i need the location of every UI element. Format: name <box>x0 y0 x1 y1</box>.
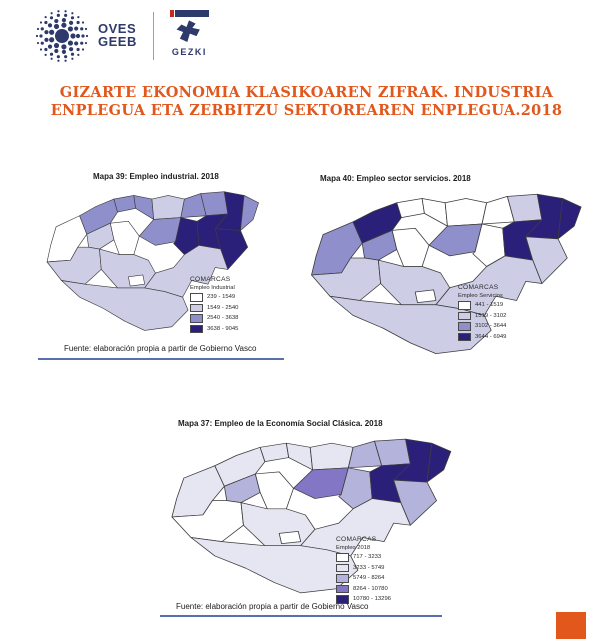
region-plentzia-mungia <box>114 195 136 212</box>
legend-swatch <box>336 585 349 594</box>
region-plentzia-mungia <box>260 443 289 461</box>
legend-swatch <box>336 574 349 583</box>
region-markina-ondarroa <box>445 199 486 227</box>
legend-label: 239 - 1549 <box>207 294 236 301</box>
legend-swatch <box>190 293 203 302</box>
legend-label: 441 - 1519 <box>475 302 504 309</box>
region-llanada-alavesa <box>99 249 155 288</box>
map-block-40 <box>298 170 590 365</box>
oves-geeb-wordmark <box>98 22 137 48</box>
page-title-line2: ENPLEGUA ETA ZERBITZU SEKTOREAREN ENPLEGUA.2018 <box>50 102 563 119</box>
legend-item <box>336 553 391 562</box>
legend-label: 1519 - 3102 <box>475 312 507 319</box>
region-trevino <box>279 531 300 543</box>
legend-item <box>190 314 238 323</box>
legend-items <box>190 293 238 333</box>
legend-label: 3233 - 5749 <box>353 564 385 571</box>
logo-divider <box>153 12 154 60</box>
map37-divider-rule <box>160 615 442 617</box>
legend-label: 2540 - 3638 <box>207 315 239 322</box>
legend-item <box>336 564 391 573</box>
legend-swatch <box>190 314 203 323</box>
gezki-tree-icon <box>174 18 204 46</box>
gezki-logo <box>170 10 209 57</box>
legend-swatch <box>458 312 471 321</box>
legend-item <box>458 301 506 310</box>
region-gernika-bermeo <box>286 443 312 470</box>
region-arratia-nervion <box>255 472 293 509</box>
legend-item <box>190 304 238 313</box>
legend-item <box>458 312 506 321</box>
legend-item <box>190 293 238 302</box>
gezki-banner-bar <box>175 10 209 17</box>
legend-item <box>336 585 391 594</box>
region-markina-ondarroa <box>152 195 185 219</box>
oves-line: OVES <box>98 21 137 36</box>
legend-swatch <box>458 322 471 331</box>
region-markina-ondarroa <box>310 443 353 470</box>
comarca-regions <box>312 194 582 353</box>
legend-swatch <box>336 553 349 562</box>
page-title-line1: GIZARTE EKONOMIA KLASIKOAREN ZIFRAK. INDUSTRIA <box>59 84 554 101</box>
region-llanada-alavesa <box>378 260 449 305</box>
map40-title: Mapa 40: Empleo sector servicios. 2018 <box>320 174 471 183</box>
legend-item <box>336 574 391 583</box>
legend-item <box>458 322 506 331</box>
region-arratia-nervion <box>392 228 429 266</box>
legend-subtitle: Empleo Industrial <box>190 285 235 291</box>
legend-title: COMARCAS <box>458 284 499 291</box>
logo-bar <box>36 8 209 66</box>
legend-swatch <box>190 304 203 313</box>
region-trevino <box>415 290 436 303</box>
legend-swatch <box>458 301 471 310</box>
region-duranguesado <box>294 468 349 499</box>
region-llanada-alavesa <box>241 503 315 546</box>
legend-label: 3102 - 3644 <box>475 323 507 330</box>
legend-label: 3638 - 9045 <box>207 325 239 332</box>
region-duranguesado <box>139 218 181 246</box>
map-block-37 <box>158 419 460 621</box>
gezki-banner <box>170 10 209 17</box>
map37-legend <box>336 536 391 604</box>
legend-subtitle: Empleo 2018 <box>336 545 371 551</box>
legend-title: COMARCAS <box>336 536 377 543</box>
oves-geeb-logo-icon <box>36 10 88 62</box>
region-gernika-bermeo <box>422 199 447 227</box>
gezki-banner-red-mark <box>170 10 174 17</box>
legend-label: 3644 - 6949 <box>475 333 507 340</box>
map40-canvas <box>300 190 588 360</box>
page-title <box>0 84 613 120</box>
legend-title: COMARCAS <box>190 276 231 283</box>
legend-item <box>190 325 238 334</box>
region-arratia-nervion <box>110 221 139 254</box>
region-trevino <box>128 275 144 286</box>
legend-swatch <box>336 564 349 573</box>
map39-source: Fuente: elaboración propia a partir de Gobierno Vasco <box>64 344 257 353</box>
corner-accent-square <box>556 612 586 639</box>
legend-items <box>336 553 391 604</box>
map37-canvas <box>160 435 458 599</box>
map39-legend <box>190 276 238 333</box>
gezki-wordmark: GEZKI <box>171 47 207 57</box>
legend-label: 717 - 3233 <box>353 554 382 561</box>
legend-label: 10780 - 13296 <box>353 596 391 603</box>
map39-title: Mapa 39: Empleo industrial. 2018 <box>93 172 219 181</box>
region-duranguesado <box>429 224 482 256</box>
legend-item <box>458 333 506 342</box>
map40-legend <box>458 284 506 341</box>
map-block-39 <box>38 172 286 364</box>
geeb-line: GEEB <box>98 34 137 49</box>
legend-label: 8264 - 10780 <box>353 585 388 592</box>
legend-items <box>458 301 506 341</box>
legend-subtitle: Empleo Servicios <box>458 293 503 299</box>
region-plentzia-mungia <box>397 199 425 218</box>
map37-title: Mapa 37: Empleo de la Economía Social Clásica. 2018 <box>178 419 383 428</box>
legend-label: 5749 - 8264 <box>353 575 385 582</box>
legend-swatch <box>458 333 471 342</box>
comarca-regions <box>172 439 451 593</box>
region-gernika-bermeo <box>134 195 154 219</box>
legend-label: 1549 - 2540 <box>207 304 239 311</box>
map37-source: Fuente: elaboración propia a partir de Gobierno Vasco <box>176 602 369 611</box>
legend-swatch <box>190 325 203 334</box>
map39-divider-rule <box>38 358 284 360</box>
